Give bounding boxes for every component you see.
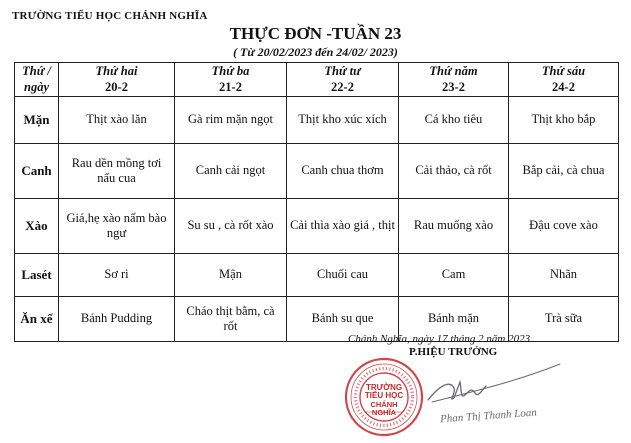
day-date: 20-2 bbox=[105, 79, 128, 94]
weekly-menu-table bbox=[14, 62, 619, 342]
stamp-line3: CHÁNH NGHĨA bbox=[370, 399, 398, 417]
menu-cell: Sơ ri bbox=[59, 254, 175, 297]
day-date: 22-2 bbox=[331, 79, 354, 94]
day-date: 23-2 bbox=[442, 79, 465, 94]
stamp-label bbox=[360, 384, 408, 417]
day-header bbox=[509, 63, 619, 97]
menu-cell: Bắp cải, cà chua bbox=[509, 144, 619, 199]
menu-cell: Rau muống xào bbox=[399, 199, 509, 254]
stamp-line1: TRƯỜNG bbox=[365, 383, 403, 392]
menu-cell: Chuối cau bbox=[287, 254, 399, 297]
menu-cell: Cam bbox=[399, 254, 509, 297]
signer-role: P.HIỆU TRƯỞNG bbox=[409, 346, 498, 358]
corner-cell bbox=[15, 63, 59, 97]
menu-cell: Bánh su que bbox=[287, 297, 399, 342]
menu-cell: Su su , cà rốt xào bbox=[175, 199, 287, 254]
menu-cell: Thịt kho xúc xích bbox=[287, 97, 399, 144]
signer-name: Phan Thị Thanh Loan bbox=[439, 406, 538, 426]
menu-cell: Canh cải ngọt bbox=[175, 144, 287, 199]
day-date: 24-2 bbox=[552, 79, 575, 94]
menu-cell: Cải thảo, cà rốt bbox=[399, 144, 509, 199]
corner-line1: Thứ / bbox=[22, 64, 51, 78]
menu-cell: Canh chua thơm bbox=[287, 144, 399, 199]
place-date: Chánh Nghĩa, ngày 17 tháng 2 năm 2023 bbox=[348, 333, 531, 345]
menu-cell: Bánh Pudding bbox=[59, 297, 175, 342]
day-name: Thứ năm bbox=[429, 64, 478, 78]
menu-cell: Bánh mặn bbox=[399, 297, 509, 342]
menu-cell: Gà rim mặn ngọt bbox=[175, 97, 287, 144]
row-label: Lasét bbox=[15, 254, 59, 297]
menu-cell: Thịt xào lăn bbox=[59, 97, 175, 144]
corner-line2: ngày bbox=[24, 79, 49, 94]
date-range: ( Từ 20/02/2023 đến 24/02/ 2023) bbox=[233, 45, 398, 59]
day-header bbox=[175, 63, 287, 97]
menu-title: THỰC ĐƠN -TUẦN 23 bbox=[229, 24, 402, 43]
row-label: Ăn xế bbox=[15, 297, 59, 342]
menu-cell: Giá,hẹ xào nấm bào ngư bbox=[59, 199, 175, 254]
row-label: Canh bbox=[15, 144, 59, 199]
table-row bbox=[15, 199, 619, 254]
day-name: Thứ ba bbox=[211, 64, 250, 78]
row-label: Mặn bbox=[15, 97, 59, 144]
menu-cell: Trà sữa bbox=[509, 297, 619, 342]
menu-cell: Nhãn bbox=[509, 254, 619, 297]
menu-cell: Cá kho tiêu bbox=[399, 97, 509, 144]
table-header-row bbox=[15, 63, 619, 97]
day-name: Thứ tư bbox=[324, 64, 361, 78]
menu-cell: Mận bbox=[175, 254, 287, 297]
menu-cell: Rau dền mồng tơi nấu cua bbox=[59, 144, 175, 199]
row-label: Xào bbox=[15, 199, 59, 254]
day-name: Thứ hai bbox=[95, 64, 138, 78]
signature-icon bbox=[420, 360, 570, 438]
day-date: 21-2 bbox=[219, 79, 242, 94]
menu-cell: Đậu cove xào bbox=[509, 199, 619, 254]
day-header bbox=[399, 63, 509, 97]
stamp-line2: TIỂU HỌC bbox=[364, 391, 404, 401]
table-row bbox=[15, 254, 619, 297]
table-row bbox=[15, 97, 619, 144]
menu-cell: Cải thìa xào giá , thịt bbox=[287, 199, 399, 254]
day-header bbox=[287, 63, 399, 97]
day-name: Thứ sáu bbox=[541, 64, 586, 78]
school-name: TRƯỜNG TIỂU HỌC CHÁNH NGHĨA bbox=[12, 10, 208, 22]
menu-cell: Thịt kho bắp bbox=[509, 97, 619, 144]
day-header bbox=[59, 63, 175, 97]
table-row bbox=[15, 144, 619, 199]
menu-cell: Cháo thịt bằm, cà rốt bbox=[175, 297, 287, 342]
